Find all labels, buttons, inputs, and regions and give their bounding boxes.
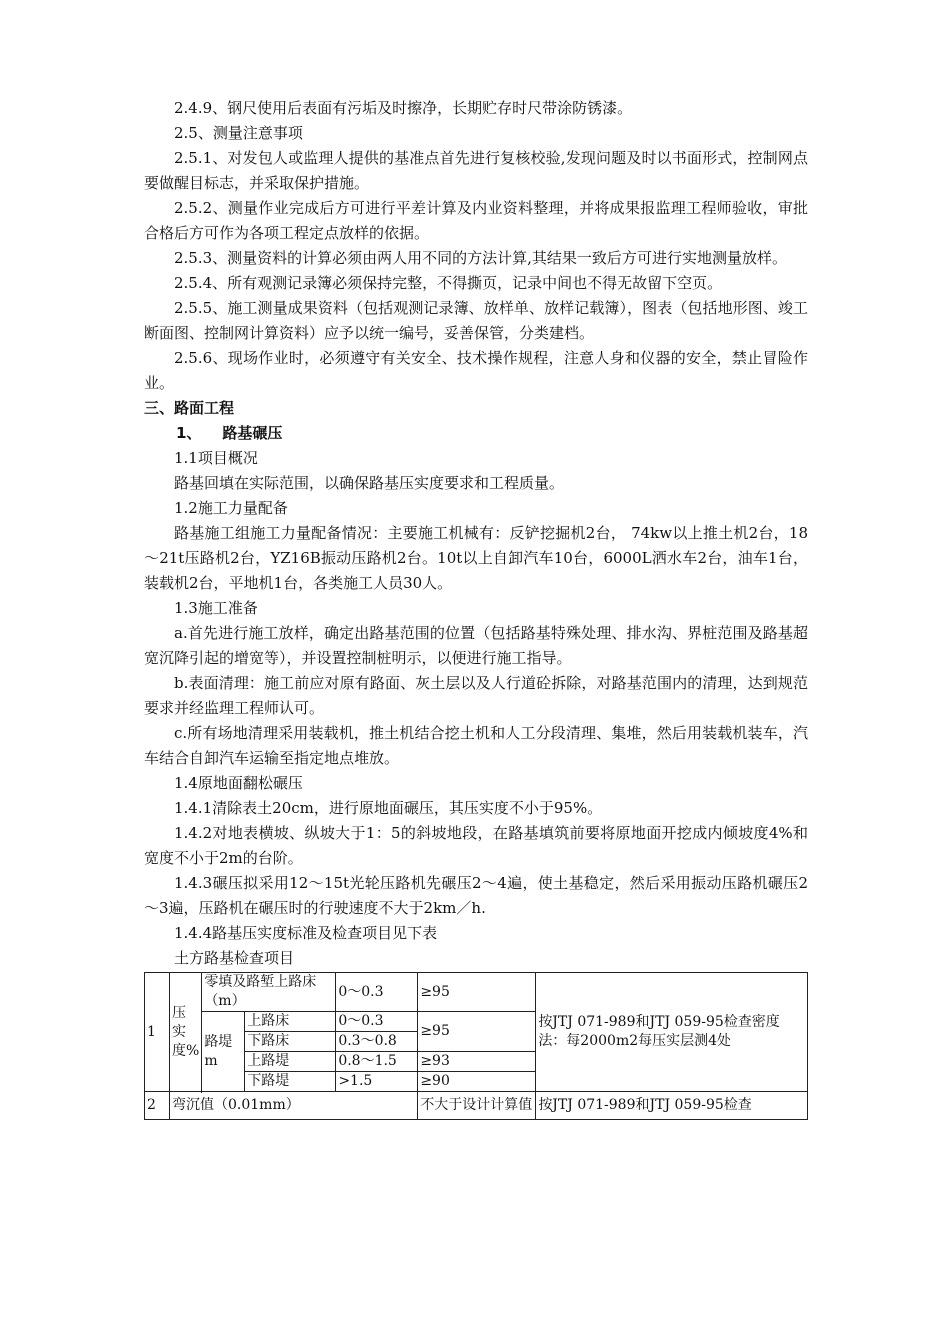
paragraph: 1.4.1清除表土20cm，进行原地面碾压，其压实度不小于95%。 (174, 799, 603, 817)
table-cell-standard: ≥95 (418, 973, 536, 1012)
paragraph: 2.5.1、对发包人或监理人提供的基准点首先进行复核校验,发现问题及时以书面形式，控制网点要做醒目标志，并采取保护措施。 (144, 149, 808, 192)
table-cell-label: 弯沉值（0.01mm） (170, 1092, 418, 1120)
paragraph: 2.5.3、测量资料的计算必须由两人用不同的方法计算,其结果一致后方可进行实地测量放样。 (174, 249, 787, 267)
section-heading: 1.4原地面翻松碾压 (174, 774, 303, 792)
table-cell-standard: 不大于设计计算值 (418, 1092, 536, 1120)
paragraph: 1.4.3碾压拟采用12～15t光轮压路机先碾压2～4遍，使土基稳定，然后采用振动压路机碾压2～3遍，压路机在碾压时的行驶速度不大于2km／h. (144, 874, 808, 917)
paragraph: 2.4.9、钢尺使用后表面有污垢及时擦净，长期贮存时尺带涂防锈漆。 (174, 99, 633, 117)
paragraph: b.表面清理：施工前应对原有路面、灰土层以及人行道砼拆除，对路基范围内的清理，达到规范要求并经监理工程师认可。 (144, 674, 808, 717)
table-cell-label: 零填及路堑上路床（m） (202, 973, 336, 1012)
table-cell-range: >1.5 (336, 1072, 418, 1092)
paragraph: c.所有场地清理采用装载机，推土机结合挖土机和人工分段清理、集堆，然后用装载机装车，汽车结合自卸汽车运输至指定地点堆放。 (144, 724, 808, 767)
table-cell-label: 上路床 (245, 1012, 336, 1032)
table-cell-standard: ≥90 (418, 1072, 536, 1092)
table-cell-compaction: 压实度% (170, 973, 202, 1092)
subchapter-title: 路基碾压 (222, 424, 283, 442)
table-cell-method: 按JTJ 071-989和JTJ 059-95检查密度法：每2000m2每压实层测4处 (536, 973, 808, 1092)
subchapter-heading (144, 421, 808, 446)
paragraph: 2.5.6、现场作业时，必须遵守有关安全、技术操作规程，注意人身和仪器的安全，禁止冒险作业。 (144, 349, 808, 392)
table-cell-range: 0.3～0.8 (336, 1032, 418, 1052)
table-cell-range: 0～0.3 (336, 1012, 418, 1032)
table-cell-standard: ≥93 (418, 1052, 536, 1072)
section-heading: 1.2施工力量配备 (174, 499, 288, 517)
table-cell-embankment: 路堤m (202, 1012, 245, 1092)
table-cell-method: 按JTJ 071-989和JTJ 059-95检查 (536, 1092, 808, 1120)
inspection-table (144, 972, 808, 1120)
paragraph: 2.5.4、所有观测记录簿必须保持完整，不得撕页，记录中间也不得无故留下空页。 (174, 274, 723, 292)
paragraph: 2.5.5、施工测量成果资料（包括观测记录簿、放样单、放样记载簿），图表（包括地形图、竣工断面图、控制网计算资料）应予以统一编号，妥善保管，分类建档。 (144, 299, 808, 342)
paragraph: 路基施工组施工力量配备情况：主要施工机械有：反铲挖掘机2台， 74kw以上推土机2台，18～21t压路机2台，YZ16B振动压路机2台。10t以上自卸汽车10台，6000L洒水车2台，油车1台，装载机2台，平地机1台，各类施工人员30人。 (144, 524, 808, 592)
table-cell-range: 0～0.3 (336, 973, 418, 1012)
document-page (144, 96, 808, 1120)
paragraph: 2.5.2、测量作业完成后方可进行平差计算及内业资料整理，并将成果报监理工程师验收，审批合格后方可作为各项工程定点放样的依据。 (144, 199, 808, 242)
table-cell-no: 2 (145, 1092, 170, 1120)
paragraph: 1.4.4路基压实度标准及检查项目见下表 (174, 924, 438, 942)
table-cell-no: 1 (145, 973, 170, 1092)
table-cell-label: 下路堤 (245, 1072, 336, 1092)
chapter-heading: 三、路面工程 (144, 399, 235, 417)
table-cell-label: 上路堤 (245, 1052, 336, 1072)
section-heading: 2.5、测量注意事项 (174, 124, 303, 142)
paragraph: 路基回填在实际范围，以确保路基压实度要求和工程质量。 (174, 474, 565, 492)
subchapter-number: 1、 (176, 424, 202, 442)
paragraph: a.首先进行施工放样，确定出路基范围的位置（包括路基特殊处理、排水沟、界桩范围及路基超宽沉降引起的增宽等），并设置控制桩明示，以便进行施工指导。 (144, 624, 808, 667)
table-cell-standard: ≥95 (418, 1012, 536, 1052)
section-heading: 1.1项目概况 (174, 449, 258, 467)
table-caption: 土方路基检查项目 (174, 949, 295, 967)
paragraph: 1.4.2对地表横坡、纵坡大于1：5的斜坡地段，在路基填筑前要将原地面开挖成内倾坡度4%和宽度不小于2m的台阶。 (144, 824, 808, 867)
table-cell-range: 0.8～1.5 (336, 1052, 418, 1072)
section-heading: 1.3施工准备 (174, 599, 258, 617)
table-cell-label: 下路床 (245, 1032, 336, 1052)
